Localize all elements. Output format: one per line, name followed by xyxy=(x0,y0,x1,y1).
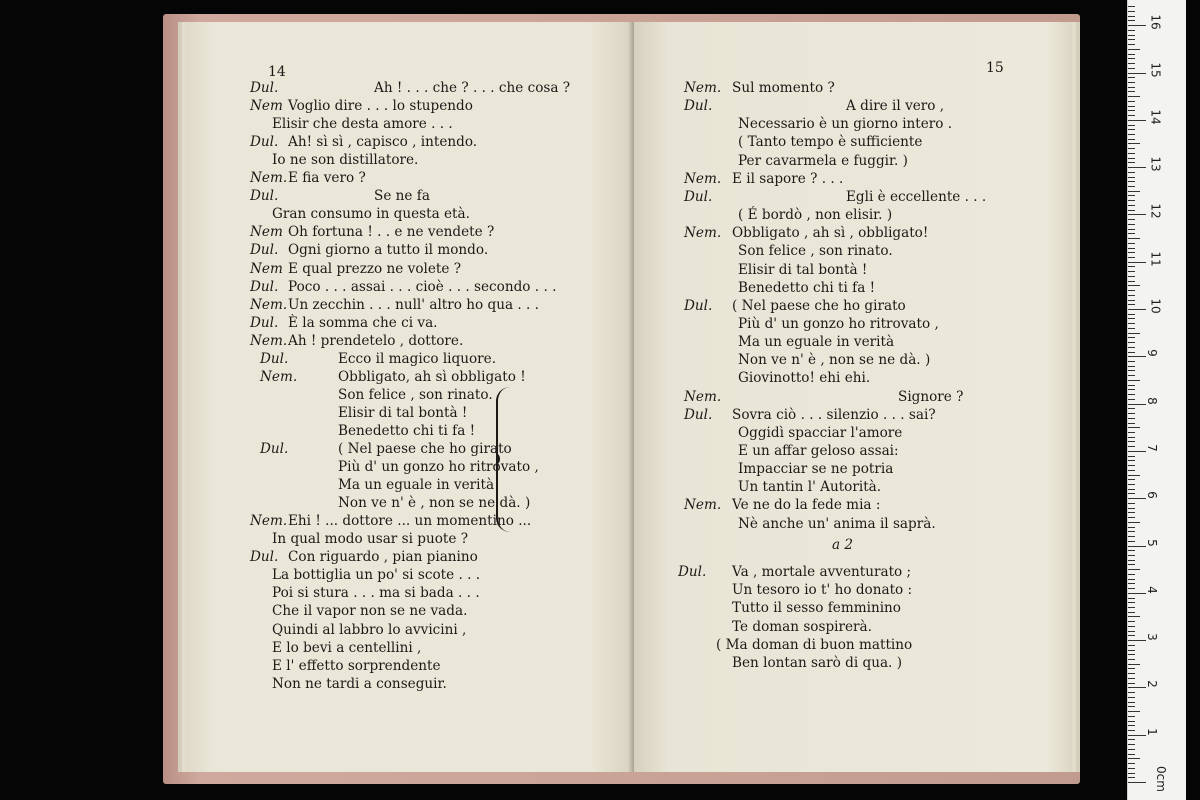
ruler-tick xyxy=(1128,143,1140,144)
ruler-tick xyxy=(1128,768,1135,769)
ruler-tick xyxy=(1128,115,1135,116)
ruler-tick xyxy=(1128,546,1146,547)
ruler-tick xyxy=(1128,73,1146,74)
verse-line: E il sapore ? . . . xyxy=(732,170,844,187)
ruler-tick xyxy=(1128,148,1135,149)
ruler-tick xyxy=(1128,35,1135,36)
ruler-tick xyxy=(1128,413,1135,414)
ruler-label: 3 xyxy=(1144,633,1159,641)
speaker-label: Dul. xyxy=(250,242,279,259)
verse-line: Io ne son distillatore. xyxy=(272,152,419,169)
verse-line: Non ve n' è , non se ne dà. ) xyxy=(338,495,531,512)
ruler-tick xyxy=(1128,101,1135,102)
verse-line: Ve ne do la fede mia : xyxy=(732,497,881,514)
ruler-tick xyxy=(1128,418,1135,419)
ruler-tick xyxy=(1128,181,1135,182)
ruler-label: 2 xyxy=(1144,680,1159,689)
ruler-label: 0cm xyxy=(1153,766,1168,792)
verse-line: Obbligato , ah sì , obbligato! xyxy=(732,225,929,242)
duet-heading: a 2 xyxy=(832,537,854,553)
ruler-tick xyxy=(1128,304,1135,305)
ruler-tick xyxy=(1128,106,1135,107)
ruler-tick xyxy=(1128,347,1135,348)
ruler-tick xyxy=(1128,370,1135,371)
verse-line: Poco . . . assai . . . cioè . . . secondo . . . xyxy=(288,278,557,295)
verse-line: Voglio dire . . . lo stupendo xyxy=(288,98,473,115)
ruler-tick xyxy=(1128,262,1146,263)
ruler-tick xyxy=(1128,631,1135,632)
verse-line: Obbligato, ah sì obbligato ! xyxy=(338,368,526,385)
ruler-tick xyxy=(1128,6,1135,7)
ruler-tick xyxy=(1128,375,1135,376)
ruler-label: 12 xyxy=(1148,203,1163,220)
ruler-tick xyxy=(1128,271,1135,272)
ruler-label: 15 xyxy=(1148,61,1163,78)
ruler-tick xyxy=(1128,39,1135,40)
ruler-tick xyxy=(1128,460,1135,461)
ruler-tick xyxy=(1128,687,1146,688)
verse-line: Te doman sospirerà. xyxy=(732,618,872,635)
ruler-tick xyxy=(1128,702,1135,703)
left-page xyxy=(186,22,634,772)
speaker-label: Nem. xyxy=(250,170,288,187)
ruler-tick xyxy=(1128,692,1135,693)
ruler-tick xyxy=(1128,366,1135,367)
verse-line: Benedetto chi ti fa ! xyxy=(338,422,476,439)
verse-line: ( Ma doman di buon mattino xyxy=(716,636,913,653)
ruler-tick xyxy=(1128,673,1135,674)
ruler-tick xyxy=(1128,508,1135,509)
speaker-label: Nem xyxy=(250,98,283,115)
ruler-tick xyxy=(1128,498,1146,499)
speaker-label: Dul. xyxy=(678,564,707,580)
verse-line: E un affar geloso assai: xyxy=(738,443,899,459)
ruler-tick xyxy=(1128,725,1135,726)
ruler-tick xyxy=(1128,238,1140,239)
ruler-tick xyxy=(1128,612,1135,613)
verse-line: Più d' un gonzo ho ritrovato , xyxy=(738,315,939,332)
ruler-tick xyxy=(1128,25,1146,26)
ruler-tick xyxy=(1128,503,1135,504)
ruler-tick xyxy=(1128,446,1135,447)
ruler-tick xyxy=(1128,44,1135,45)
ruler-tick xyxy=(1128,252,1135,253)
ruler-tick xyxy=(1128,229,1135,230)
ruler-tick xyxy=(1128,782,1146,783)
ruler-tick xyxy=(1128,300,1135,301)
ruler-tick xyxy=(1128,484,1135,485)
ruler-tick xyxy=(1128,522,1140,523)
ruler-tick xyxy=(1128,158,1135,159)
ruler-tick xyxy=(1128,356,1146,357)
ruler-tick xyxy=(1128,285,1140,286)
ruler-tick xyxy=(1128,77,1135,78)
verse-line: È la somma che ci va. xyxy=(288,314,438,331)
speaker-label: Dul. xyxy=(250,549,279,566)
ruler-tick xyxy=(1128,110,1135,111)
ruler-tick xyxy=(1128,385,1135,386)
ruler-tick xyxy=(1128,598,1135,599)
verse-line: Necessario è un giorno intero . xyxy=(738,116,953,133)
ruler-tick xyxy=(1128,437,1135,438)
page-number-right: 15 xyxy=(986,60,1004,76)
verse-line: E l' effetto sorprendente xyxy=(272,657,441,674)
ruler-tick xyxy=(1128,295,1135,296)
speaker-label: Nem. xyxy=(684,80,722,96)
verse-line: Elisir di tal bontà ! xyxy=(338,404,468,421)
ruler-tick xyxy=(1128,172,1135,173)
verse-line: Impacciar se ne potria xyxy=(738,461,894,478)
verse-line: In qual modo usar si puote ? xyxy=(272,531,469,548)
verse-line: Oggidì spacciar l'amore xyxy=(738,424,903,441)
ruler-label: 9 xyxy=(1144,349,1159,358)
ruler-tick xyxy=(1128,664,1140,665)
ruler-tick xyxy=(1128,91,1135,92)
ruler-tick xyxy=(1128,640,1146,641)
ruler-tick xyxy=(1128,281,1135,282)
ruler-tick xyxy=(1128,659,1135,660)
ruler-tick xyxy=(1128,394,1135,395)
verse-line: Non ve n' è , non se ne dà. ) xyxy=(738,352,931,369)
ruler-tick xyxy=(1128,427,1140,428)
ruler-tick xyxy=(1128,564,1135,565)
ruler-tick xyxy=(1128,711,1140,712)
ruler-label: 11 xyxy=(1148,251,1163,267)
ruler-tick xyxy=(1128,58,1135,59)
ruler-label: 1 xyxy=(1144,727,1159,736)
ruler-tick xyxy=(1128,380,1140,381)
speaker-label: Dul. xyxy=(684,406,713,423)
ruler-tick xyxy=(1128,721,1135,722)
ruler-tick xyxy=(1128,68,1135,69)
ruler-tick xyxy=(1128,30,1135,31)
ruler-tick xyxy=(1128,309,1146,310)
ruler-tick xyxy=(1128,517,1135,518)
ruler-tick xyxy=(1128,162,1135,163)
ruler-tick xyxy=(1128,186,1135,187)
ruler-tick xyxy=(1128,621,1135,622)
speaker-label: Dul. xyxy=(684,297,713,314)
ruler-tick xyxy=(1128,191,1140,192)
ruler-tick xyxy=(1128,579,1135,580)
speaker-label: Dul. xyxy=(250,188,279,205)
ruler-label: 10 xyxy=(1148,298,1163,314)
verse-line: Ben lontan sarò di qua. ) xyxy=(732,655,903,671)
ruler-tick xyxy=(1128,233,1135,234)
ruler-tick xyxy=(1128,323,1135,324)
speaker-label: Nem. xyxy=(250,513,288,530)
ruler-tick xyxy=(1128,697,1135,698)
ruler-tick xyxy=(1128,167,1146,168)
verse-line: La bottiglia un po' si scote . . . xyxy=(272,567,481,584)
verse-line: Elisir di tal bontà ! xyxy=(738,261,868,278)
ruler-tick xyxy=(1128,451,1146,452)
verse-line: Sovra ciò . . . silenzio . . . sai? xyxy=(732,406,936,423)
ruler-tick xyxy=(1128,205,1135,206)
speaker-label: Nem. xyxy=(250,296,288,313)
verse-line: Va , mortale avventurato ; xyxy=(732,564,912,580)
verse-line: A dire il vero , xyxy=(846,98,945,115)
ruler-label: 6 xyxy=(1144,491,1159,500)
ruler-tick xyxy=(1128,224,1135,225)
ruler-tick xyxy=(1128,493,1135,494)
ruler-tick xyxy=(1128,243,1135,244)
ruler-label: 4 xyxy=(1144,585,1159,594)
ruler-tick xyxy=(1128,569,1140,570)
verse-line: Oh fortuna ! . . e ne vendete ? xyxy=(288,224,495,241)
verse-line: Ah ! prendetelo , dottore. xyxy=(288,332,464,349)
ruler-tick xyxy=(1128,489,1135,490)
verse-line: Un tesoro io t' ho donato : xyxy=(732,582,913,599)
ruler-tick xyxy=(1128,763,1135,764)
verse-line: Son felice , son rinato. xyxy=(338,386,493,403)
ruler-label: 14 xyxy=(1148,109,1163,125)
ruler-tick xyxy=(1128,219,1135,220)
speaker-label: Nem xyxy=(250,260,283,277)
ruler-tick xyxy=(1128,479,1135,480)
speaker-label: Dul. xyxy=(684,98,713,115)
page-number-left: 14 xyxy=(268,64,286,80)
ruler-tick xyxy=(1128,177,1135,178)
speaker-label: Nem. xyxy=(684,497,722,514)
ruler-tick xyxy=(1128,550,1135,551)
ruler-tick xyxy=(1128,583,1135,584)
verse-line: Ehi ! ... dottore ... un momentino ... xyxy=(288,513,532,530)
speaker-label: Nem. xyxy=(684,388,722,405)
ruler-tick xyxy=(1128,96,1140,97)
ruler-label: 7 xyxy=(1144,444,1159,452)
speaker-label: Nem. xyxy=(260,368,298,385)
verse-line: Un tantin l' Autorità. xyxy=(738,479,882,496)
ruler-tick xyxy=(1128,337,1135,338)
ruler-tick xyxy=(1128,248,1135,249)
ruler-tick xyxy=(1128,314,1135,315)
ruler-tick xyxy=(1128,531,1135,532)
ruler-label: 16 xyxy=(1148,14,1163,30)
ruler-tick xyxy=(1128,773,1135,774)
ruler-tick xyxy=(1128,541,1135,542)
verse-line: Ecco il magico liquore. xyxy=(338,350,497,367)
ruler-tick xyxy=(1128,635,1135,636)
measurement-ruler xyxy=(1127,0,1186,800)
ruler-tick xyxy=(1128,63,1135,64)
verse-line: E lo bevi a centellini , xyxy=(272,639,422,656)
ruler-tick xyxy=(1128,404,1146,405)
ruler-tick xyxy=(1128,408,1135,409)
ruler-tick xyxy=(1128,607,1135,608)
right-page xyxy=(634,22,1072,772)
ruler-tick xyxy=(1128,536,1135,537)
ruler-tick xyxy=(1128,465,1135,466)
ruler-tick xyxy=(1128,266,1135,267)
ruler-tick xyxy=(1128,342,1135,343)
verse-line: Giovinotto! ehi ehi. xyxy=(738,370,871,387)
ruler-tick xyxy=(1128,11,1135,12)
speaker-label: Dul. xyxy=(250,278,279,295)
ruler-tick xyxy=(1128,739,1135,740)
verse-line: Un zecchin . . . null' altro ho qua . . . xyxy=(288,296,539,313)
ruler-tick xyxy=(1128,602,1135,603)
ruler-tick xyxy=(1128,470,1135,471)
ruler-tick xyxy=(1128,352,1135,353)
speaker-label: Dul. xyxy=(250,80,279,96)
ruler-tick xyxy=(1128,441,1135,442)
ruler-label: 13 xyxy=(1148,156,1163,172)
ruler-tick xyxy=(1128,139,1135,140)
ruler-tick xyxy=(1128,706,1135,707)
speaker-label: Dul. xyxy=(260,350,289,367)
verse-line: Se ne fa xyxy=(374,188,430,205)
ruler-tick xyxy=(1128,749,1135,750)
ruler-tick xyxy=(1128,328,1135,329)
verse-line: Poi si stura . . . ma si bada . . . xyxy=(272,585,480,602)
verse-line: Ma un eguale in verità xyxy=(338,477,495,494)
verse-line: Son felice , son rinato. xyxy=(738,243,893,260)
ruler-tick xyxy=(1128,389,1135,390)
verse-line: E qual prezzo ne volete ? xyxy=(288,260,462,277)
verse-line: Ah! sì sì , capisco , intendo. xyxy=(288,134,478,151)
verse-line: ( Tanto tempo è sufficiente xyxy=(738,134,923,151)
verse-line: Ma un eguale in verità xyxy=(738,334,895,351)
speaker-label: Nem. xyxy=(684,170,722,187)
verse-line: ( É bordò , non elisir. ) xyxy=(738,207,893,224)
verse-line: Che il vapor non se ne vada. xyxy=(272,603,468,620)
verse-line: Signore ? xyxy=(898,388,964,405)
ruler-tick xyxy=(1128,361,1135,362)
verse-line: Quindi al labbro lo avvicini , xyxy=(272,621,467,638)
ruler-tick xyxy=(1128,678,1135,679)
speaker-label: Nem xyxy=(250,224,283,241)
ruler-tick xyxy=(1128,200,1135,201)
verse-line: Elisir che desta amore . . . xyxy=(272,116,453,133)
verse-line: Nè anche un' anima il saprà. xyxy=(738,515,936,532)
ruler-tick xyxy=(1128,683,1135,684)
verse-line: Benedetto chi ti fa ! xyxy=(738,279,876,296)
ruler-tick xyxy=(1128,593,1146,594)
speaker-label: Dul. xyxy=(250,134,279,151)
ruler-label: 8 xyxy=(1144,396,1159,405)
verse-line: E fia vero ? xyxy=(288,170,366,187)
ruler-tick xyxy=(1128,730,1135,731)
verse-line: Tutto il sesso femminino xyxy=(732,600,901,617)
ruler-tick xyxy=(1128,318,1135,319)
verse-line: Gran consumo in questa età. xyxy=(272,206,470,223)
ruler-tick xyxy=(1128,134,1135,135)
speaker-label: Nem. xyxy=(250,332,288,349)
ruler-tick xyxy=(1128,456,1135,457)
speaker-label: Dul. xyxy=(250,314,279,331)
ruler-tick xyxy=(1128,475,1140,476)
verse-line: Più d' un gonzo ho ritrovato , xyxy=(338,459,539,476)
ruler-tick xyxy=(1128,754,1135,755)
ruler-tick xyxy=(1128,87,1135,88)
ruler-tick xyxy=(1128,423,1135,424)
ruler-tick xyxy=(1128,16,1135,17)
ruler-tick xyxy=(1128,214,1146,215)
ruler-tick xyxy=(1128,399,1135,400)
ruler-tick xyxy=(1128,125,1135,126)
ruler-tick xyxy=(1128,20,1135,21)
ruler-tick xyxy=(1128,276,1135,277)
ruler-tick xyxy=(1128,650,1135,651)
verse-line: Ogni giorno a tutto il mondo. xyxy=(288,242,489,259)
speaker-label: Dul. xyxy=(684,188,713,205)
ruler-tick xyxy=(1128,527,1135,528)
verse-line: ( Nel paese che ho girato xyxy=(732,297,906,314)
ruler-tick xyxy=(1128,153,1135,154)
ruler-tick xyxy=(1128,195,1135,196)
ruler-tick xyxy=(1128,758,1140,759)
ruler-tick xyxy=(1128,574,1135,575)
verse-line: Egli è eccellente . . . xyxy=(846,188,987,205)
verse-line: Non ne tardi a conseguir. xyxy=(272,675,447,692)
ruler-tick xyxy=(1128,616,1140,617)
ruler-tick xyxy=(1128,129,1135,130)
ruler-tick xyxy=(1128,210,1135,211)
ruler-tick xyxy=(1128,735,1146,736)
verse-line: Per cavarmela e fuggir. ) xyxy=(738,152,908,169)
ruler-tick xyxy=(1128,290,1135,291)
ruler-tick xyxy=(1128,432,1135,433)
ruler-tick xyxy=(1128,645,1135,646)
ruler-tick xyxy=(1128,716,1135,717)
ruler-tick xyxy=(1128,560,1135,561)
ruler-tick xyxy=(1128,512,1135,513)
ruler-tick xyxy=(1128,82,1135,83)
ruler-tick xyxy=(1128,257,1135,258)
ruler-tick xyxy=(1128,668,1135,669)
ruler-label: 5 xyxy=(1144,538,1159,547)
verse-line: Con riguardo , pian pianino xyxy=(288,549,478,566)
ruler-tick xyxy=(1128,120,1146,121)
speaker-label: Nem. xyxy=(684,225,722,242)
ruler-tick xyxy=(1128,333,1140,334)
ruler-tick xyxy=(1128,555,1135,556)
verse-line: Ah ! . . . che ? . . . che cosa ? xyxy=(374,80,571,96)
ruler-tick xyxy=(1128,54,1135,55)
ruler-tick xyxy=(1128,626,1135,627)
speaker-label: Dul. xyxy=(260,441,289,457)
ruler-tick xyxy=(1128,49,1140,50)
verse-line: Sul momento ? xyxy=(732,80,835,96)
verse-line: ( Nel paese che ho girato xyxy=(338,441,512,457)
ruler-tick xyxy=(1128,777,1135,778)
ruler-tick xyxy=(1128,744,1135,745)
ruler-tick xyxy=(1128,588,1135,589)
ruler-tick xyxy=(1128,654,1135,655)
